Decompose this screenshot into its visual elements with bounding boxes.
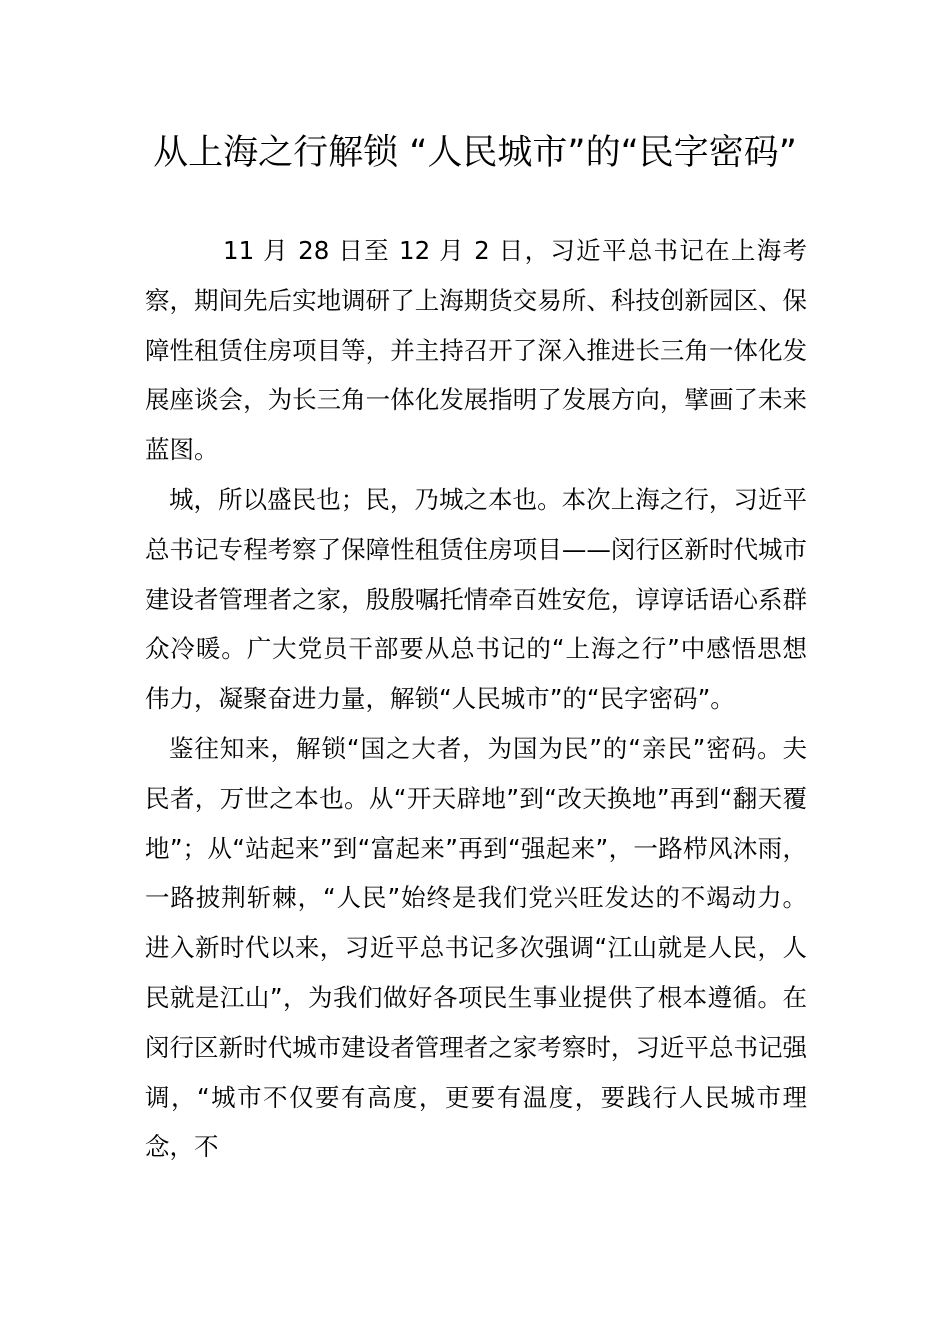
paragraph-2: 城，所以盛民也；民，乃城之本也。本次上海之行，习近平总书记专程考察了保障性租赁住房项目——闵行区新时代城市建设者管理者之家，殷殷嘱托情牵百姓安危，谆谆话语心系群众冷暖。广大党员干部要从总书记的“上海之行”中感悟思想伟力，凝聚奋进力量，解锁“人民城市”的“民字密码”。 xyxy=(145,484,807,714)
paragraph-3: 鉴往知来，解锁“国之大者，为国为民”的“亲民”密码。夫民者，万世之本也。从“开天辟地”到“改天换地”再到“翻天覆地”；从“站起来”到“富起来”再到“强起来”，一路栉风沐雨，一路披荆斩棘，“人民”始终是我们党兴旺发达的不竭动力。进入新时代以来，习近平总书记多次强调“江山就是人民，人民就是江山”，为我们做好各项民生事业提供了根本遵循。在闵行区新时代城市建设者管理者之家考察时，习近平总书记强调，“城市不仅要有高度，更要有温度，要践行人民城市理念，不 xyxy=(145,733,807,1162)
paragraph-1: 11 月 28 日至 12 月 2 日，习近平总书记在上海考察，期间先后实地调研了上海期货交易所、科技创新园区、保障性租赁住房项目等，并主持召开了深入推进长三角一体化发展座谈会，为长三角一体化发展指明了发展方向，擘画了未来蓝图。 xyxy=(145,236,807,465)
document-body xyxy=(145,226,807,1172)
document-title: 从上海之行解锁 “人民城市”的“民字密码” xyxy=(153,133,797,173)
